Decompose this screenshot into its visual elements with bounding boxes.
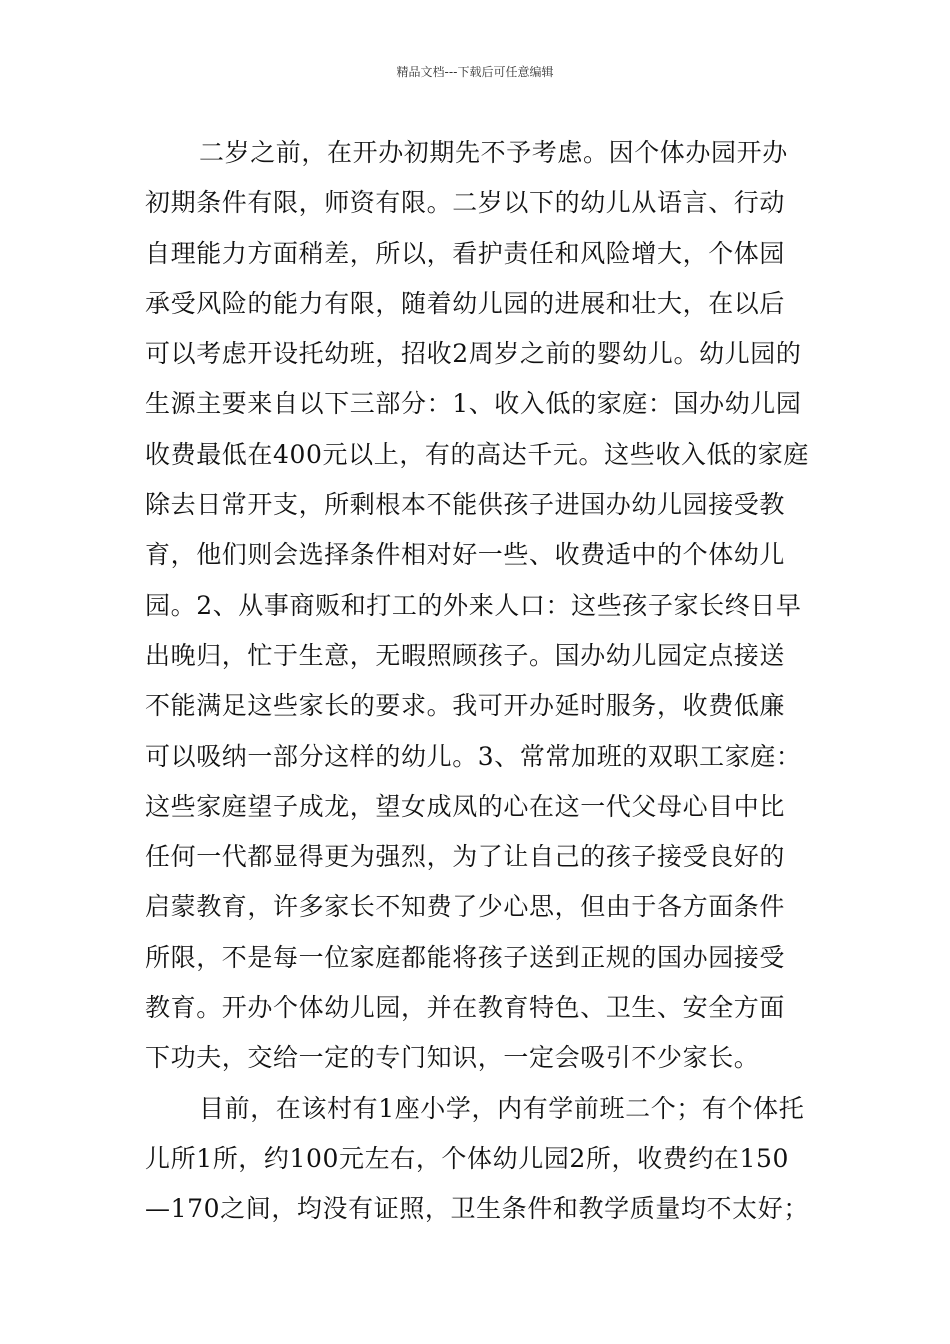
text-line: 承受风险的能力有限，随着幼儿园的进展和壮大，在以后: [145, 288, 786, 318]
text-line: —170之间，均没有证照，卫生条件和教学质量均不太好；: [145, 1194, 809, 1224]
text-line: 目前，在该村有1座小学，内有学前班二个；有个体托: [199, 1093, 805, 1123]
text-line: 任何一代都显得更为强烈，为了让自己的孩子接受良好的: [145, 842, 786, 872]
text-line: 可以考虑开设托幼班，招收2周岁之前的婴幼儿。幼儿园的: [145, 339, 802, 369]
text-line: 生源主要来自以下三部分：1、收入低的家庭：国办幼儿园: [145, 389, 802, 419]
text-line: 二岁之前，在开办初期先不予考虑。因个体办园开办: [199, 138, 788, 167]
text-line: 教育。开办个体幼儿园，并在教育特色、卫生、安全方面: [145, 993, 786, 1023]
text-line: 自理能力方面稍差，所以，看护责任和风险增大，个体园: [145, 238, 786, 268]
text-line: 可以吸纳一部分这样的幼儿。3、常常加班的双职工家庭：: [145, 741, 802, 771]
text-line: 除去日常开支，所剩根本不能供孩子进国办幼儿园接受教: [145, 490, 786, 520]
paragraph-1: [145, 128, 810, 1084]
text-line: 启蒙教育，许多家长不知费了少心思，但由于各方面条件: [145, 892, 786, 922]
page-header: 精品文档---下载后可任意编辑: [396, 65, 554, 79]
text-line: 出晚归，忙于生意，无暇照顾孩子。国办幼儿园定点接送: [145, 640, 786, 670]
text-line: 园。2、从事商贩和打工的外来人口：这些孩子家长终日早: [145, 590, 802, 620]
document-body: [145, 128, 810, 1235]
text-line: 不能满足这些家长的要求。我可开办延时服务，收费低廉: [145, 691, 786, 721]
paragraph-2: [145, 1084, 810, 1235]
text-line: 初期条件有限，师资有限。二岁以下的幼儿从语言、行动: [145, 188, 786, 218]
text-line: 儿所1所，约100元左右，个体幼儿园2所，收费约在150: [145, 1143, 790, 1173]
text-line: 这些家庭望子成龙，望女成凤的心在这一代父母心目中比: [145, 791, 786, 821]
text-line: 下功夫，交给一定的专门知识，一定会吸引不少家长。: [145, 1043, 760, 1073]
text-line: 所限，不是每一位家庭都能将孩子送到正规的国办园接受: [145, 942, 786, 972]
text-line: 育，他们则会选择条件相对好一些、收费适中的个体幼儿: [145, 540, 786, 570]
text-line: 收费最低在400元以上，有的高达千元。这些收入低的家庭: [145, 439, 809, 469]
